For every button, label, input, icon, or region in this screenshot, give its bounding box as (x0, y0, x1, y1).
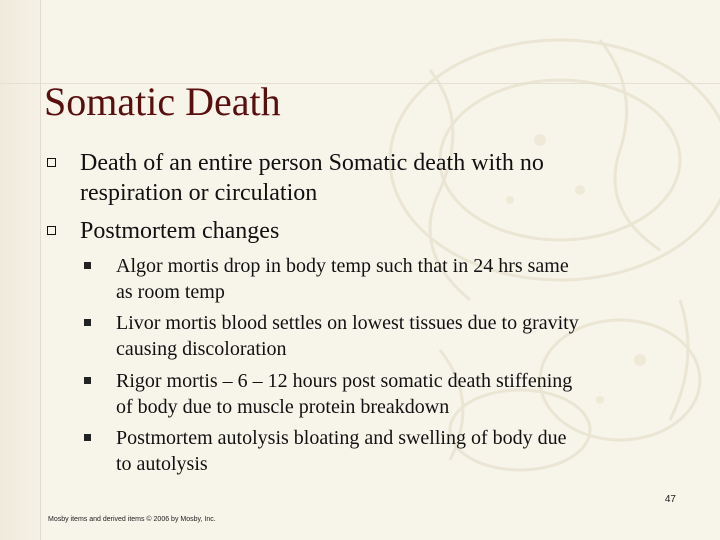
sub-bullet-line: Algor mortis drop in body temp such that in 24 hrs same (116, 255, 569, 277)
sub-bullet-text (116, 253, 696, 305)
bullet-line: Death of an entire person Somatic death with no (80, 150, 544, 176)
sub-bullet-line: Rigor mortis – 6 – 12 hours post somatic death stiffening (116, 370, 573, 392)
sub-bullet-line: as room temp (116, 281, 225, 303)
hollow-square-bullet-icon (47, 158, 56, 167)
sub-bullet-line: to autolysis (116, 453, 208, 475)
bullet-line: respiration or circulation (80, 180, 318, 206)
sub-bullet-line: causing discoloration (116, 338, 287, 360)
slide-title: Somatic Death (44, 79, 281, 124)
sub-bullet-text (116, 425, 696, 477)
filled-square-bullet-icon (84, 434, 91, 441)
filled-square-bullet-icon (84, 377, 91, 384)
filled-square-bullet-icon (84, 319, 91, 326)
bullet-text (80, 216, 700, 246)
page-number: 47 (664, 494, 676, 505)
copyright-footer: Mosby items and derived items © 2006 by Mosby, Inc. (48, 516, 216, 523)
sub-bullet-line: Livor mortis blood settles on lowest tissues due to gravity (116, 312, 579, 334)
hollow-square-bullet-icon (47, 226, 56, 235)
bullet-text (80, 148, 700, 208)
sub-bullet-text (116, 368, 696, 420)
filled-square-bullet-icon (84, 262, 91, 269)
sub-bullet-text (116, 310, 696, 362)
bullet-line: Postmortem changes (80, 218, 280, 244)
sub-bullet-line: Postmortem autolysis bloating and swelling of body due (116, 427, 567, 449)
sub-bullet-line: of body due to muscle protein breakdown (116, 396, 450, 418)
